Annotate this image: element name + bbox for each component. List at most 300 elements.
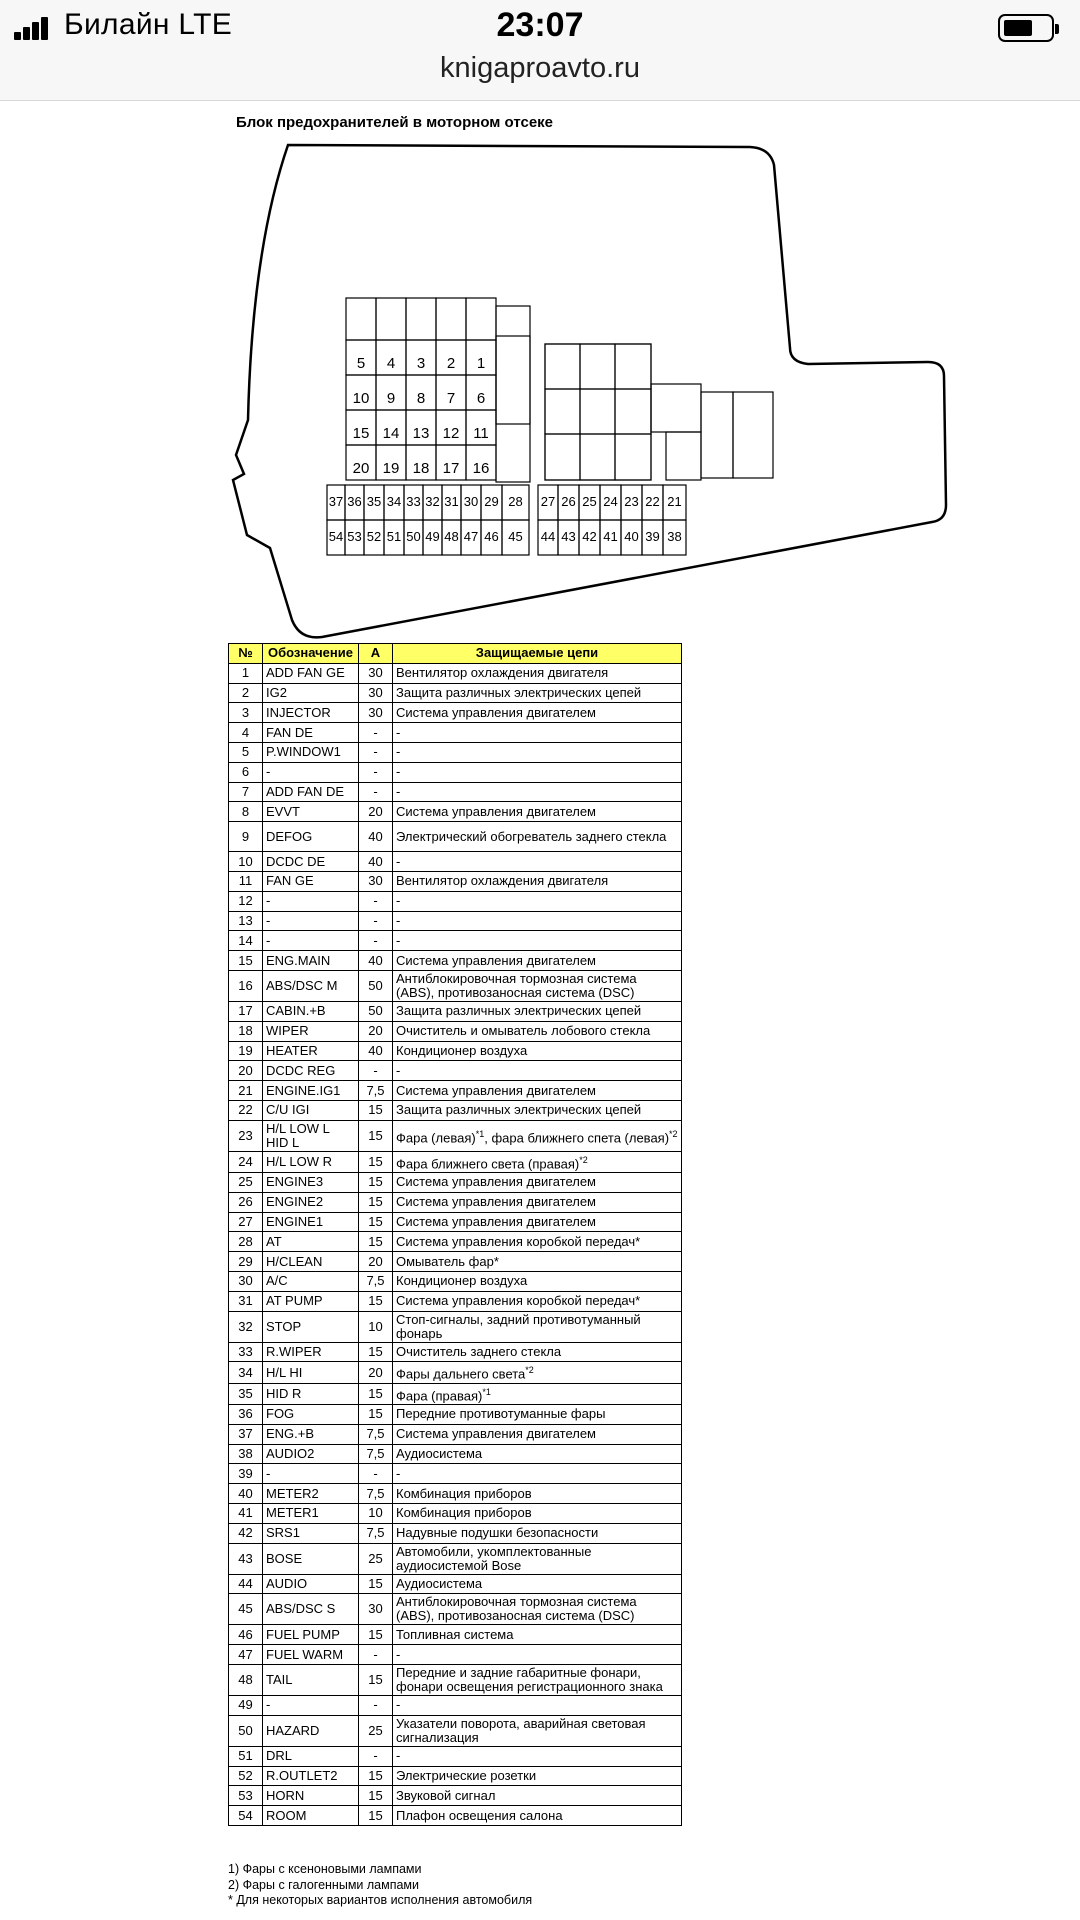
table-row xyxy=(229,1252,682,1272)
fuse-number-label: 20 xyxy=(352,460,370,477)
fuse-number-label: 28 xyxy=(508,494,523,509)
cell-number: 26 xyxy=(229,1192,263,1212)
cell-circuit: Стоп-сигналы, задний противотуманный фонарь xyxy=(393,1311,682,1342)
fuse-number-label: 47 xyxy=(463,529,479,544)
cell-designation: IG2 xyxy=(263,683,359,703)
fuse-number-label: 13 xyxy=(412,425,430,442)
table-row xyxy=(229,970,682,1001)
footnotes xyxy=(228,1862,532,1909)
fuse-number-label: 34 xyxy=(386,494,402,509)
cell-amperage: - xyxy=(359,1746,393,1766)
cell-designation: DEFOG xyxy=(263,822,359,852)
cell-circuit: - xyxy=(393,1464,682,1484)
cell-circuit: Система управления двигателем xyxy=(393,1173,682,1193)
fuse-box-outline xyxy=(233,145,946,637)
table-row xyxy=(229,871,682,891)
header-number: № xyxy=(229,644,263,664)
cell-amperage: 7,5 xyxy=(359,1081,393,1101)
fuse-number-label: 23 xyxy=(624,494,639,509)
cell-number: 21 xyxy=(229,1081,263,1101)
cell-designation: ADD FAN DE xyxy=(263,782,359,802)
relay-slot xyxy=(466,298,496,340)
cell-designation: - xyxy=(263,762,359,782)
relay-slot xyxy=(406,298,436,340)
cell-amperage: 15 xyxy=(359,1342,393,1362)
relay-slot xyxy=(436,298,466,340)
cell-designation: HEATER xyxy=(263,1041,359,1061)
cell-amperage: 15 xyxy=(359,1151,393,1172)
cell-amperage: 15 xyxy=(359,1625,393,1645)
fuse-number-label: 12 xyxy=(442,425,460,442)
cell-number: 1 xyxy=(229,663,263,683)
cell-amperage: 15 xyxy=(359,1291,393,1311)
fuse-number-label: 5 xyxy=(356,355,366,372)
table-row xyxy=(229,1232,682,1252)
cell-circuit: - xyxy=(393,852,682,872)
cell-circuit: Система управления двигателем xyxy=(393,703,682,723)
fuse-number-label: 32 xyxy=(425,494,440,509)
cell-amperage: 7,5 xyxy=(359,1523,393,1543)
cell-amperage: 15 xyxy=(359,1212,393,1232)
cell-amperage: 15 xyxy=(359,1232,393,1252)
cell-amperage: 40 xyxy=(359,951,393,971)
table-row xyxy=(229,891,682,911)
cell-circuit: Звуковой сигнал xyxy=(393,1786,682,1806)
cell-circuit: - xyxy=(393,1061,682,1081)
cell-number: 52 xyxy=(229,1766,263,1786)
cell-designation: H/L LOW L HID L xyxy=(263,1120,359,1151)
cell-circuit: Защита различных электрических цепей xyxy=(393,683,682,703)
cell-amperage: 15 xyxy=(359,1806,393,1826)
cell-circuit: Топливная система xyxy=(393,1625,682,1645)
cell-circuit: Комбинация приборов xyxy=(393,1484,682,1504)
cell-number: 39 xyxy=(229,1464,263,1484)
cell-amperage: 30 xyxy=(359,871,393,891)
cell-number: 40 xyxy=(229,1484,263,1504)
fuse-number-label: 35 xyxy=(366,494,382,509)
table-row xyxy=(229,1001,682,1021)
fuse-number-label: 53 xyxy=(347,529,362,544)
table-row xyxy=(229,1100,682,1120)
fuse-number-label: 10 xyxy=(352,390,370,407)
fuse-number-label: 52 xyxy=(366,529,382,544)
cell-number: 36 xyxy=(229,1405,263,1425)
relay-slot xyxy=(545,389,580,434)
relay-slot xyxy=(666,432,701,480)
fuse-number-label: 4 xyxy=(386,355,396,372)
table-row xyxy=(229,822,682,852)
cell-designation: DRL xyxy=(263,1746,359,1766)
table-row xyxy=(229,703,682,723)
cell-amperage: 20 xyxy=(359,802,393,822)
fuse-number-label: 21 xyxy=(667,494,682,509)
cell-designation: HID R xyxy=(263,1383,359,1404)
cell-circuit: Антиблокировочная тормозная система (ABS), противозаносная система (DSC) xyxy=(393,1594,682,1625)
footnote: * Для некоторых вариантов исполнения автомобиля xyxy=(228,1893,533,1907)
cell-circuit: Кондиционер воздуха xyxy=(393,1041,682,1061)
cell-amperage: 7,5 xyxy=(359,1272,393,1292)
fuse-number-label: 44 xyxy=(540,529,556,544)
cell-number: 41 xyxy=(229,1504,263,1524)
cell-designation: R.WIPER xyxy=(263,1342,359,1362)
fuse-number-label: 45 xyxy=(508,529,523,544)
cell-designation: H/CLEAN xyxy=(263,1252,359,1272)
table-row xyxy=(229,931,682,951)
cell-circuit: Надувные подушки безопасности xyxy=(393,1523,682,1543)
fuse-number-label: 16 xyxy=(472,460,490,477)
fuse-number-label: 48 xyxy=(444,529,459,544)
cell-amperage: 15 xyxy=(359,1665,393,1696)
cell-number: 27 xyxy=(229,1212,263,1232)
cell-circuit: - xyxy=(393,1746,682,1766)
cell-designation: FOG xyxy=(263,1405,359,1425)
cell-designation: SRS1 xyxy=(263,1523,359,1543)
fuse-number-label: 38 xyxy=(667,529,682,544)
fuse-number-label: 29 xyxy=(484,494,499,509)
cell-circuit: - xyxy=(393,931,682,951)
cell-designation: TAIL xyxy=(263,1665,359,1696)
cell-amperage: - xyxy=(359,1696,393,1716)
cell-amperage: - xyxy=(359,762,393,782)
cell-designation: A/C xyxy=(263,1272,359,1292)
cell-number: 2 xyxy=(229,683,263,703)
cell-number: 19 xyxy=(229,1041,263,1061)
cell-amperage: - xyxy=(359,891,393,911)
cell-number: 11 xyxy=(229,871,263,891)
cell-amperage: 15 xyxy=(359,1405,393,1425)
cell-amperage: - xyxy=(359,931,393,951)
cell-designation: R.OUTLET2 xyxy=(263,1766,359,1786)
cell-designation: FAN DE xyxy=(263,723,359,743)
table-row xyxy=(229,1061,682,1081)
table-row xyxy=(229,1151,682,1172)
fuse-number-label: 46 xyxy=(484,529,499,544)
fuse-number-label: 6 xyxy=(476,390,486,407)
relay-slot xyxy=(615,344,651,389)
cell-number: 4 xyxy=(229,723,263,743)
cell-circuit: Система управления коробкой передач* xyxy=(393,1291,682,1311)
cell-designation: - xyxy=(263,911,359,931)
cell-circuit: Вентилятор охлаждения двигателя xyxy=(393,663,682,683)
cell-number: 34 xyxy=(229,1362,263,1383)
cell-amperage: 20 xyxy=(359,1362,393,1383)
table-row xyxy=(229,1444,682,1464)
cell-number: 54 xyxy=(229,1806,263,1826)
fuse-number-label: 40 xyxy=(624,529,639,544)
fuse-number-label: 7 xyxy=(446,390,456,407)
cell-circuit: Система управления двигателем xyxy=(393,1192,682,1212)
fuse-number-label: 31 xyxy=(444,494,459,509)
cell-circuit: Аудиосистема xyxy=(393,1574,682,1594)
fuse-number-label: 30 xyxy=(463,494,479,509)
table-row xyxy=(229,742,682,762)
cell-number: 37 xyxy=(229,1424,263,1444)
cell-circuit: Очиститель и омыватель лобового стекла xyxy=(393,1021,682,1041)
cell-number: 17 xyxy=(229,1001,263,1021)
cell-amperage: - xyxy=(359,723,393,743)
cell-amperage: 40 xyxy=(359,822,393,852)
cell-designation: ENG.MAIN xyxy=(263,951,359,971)
table-row xyxy=(229,1665,682,1696)
fuse-number-label: 8 xyxy=(416,390,426,407)
cell-amperage: 25 xyxy=(359,1715,393,1746)
relay-block xyxy=(545,344,651,480)
cell-number: 8 xyxy=(229,802,263,822)
table-row xyxy=(229,1696,682,1716)
cell-number: 7 xyxy=(229,782,263,802)
cell-number: 44 xyxy=(229,1574,263,1594)
cell-circuit: - xyxy=(393,1645,682,1665)
cell-designation: INJECTOR xyxy=(263,703,359,723)
cell-number: 18 xyxy=(229,1021,263,1041)
cell-amperage: 15 xyxy=(359,1120,393,1151)
cell-number: 10 xyxy=(229,852,263,872)
cell-amperage: 15 xyxy=(359,1100,393,1120)
fuse-number-label: 36 xyxy=(347,494,362,509)
cell-designation: ABS/DSC S xyxy=(263,1594,359,1625)
cell-amperage: 40 xyxy=(359,1041,393,1061)
cell-designation: ENGINE.IG1 xyxy=(263,1081,359,1101)
relay-slot xyxy=(346,298,376,340)
cell-number: 24 xyxy=(229,1151,263,1172)
cell-circuit: Антиблокировочная тормозная система (ABS), противозаносная система (DSC) xyxy=(393,970,682,1001)
table-row xyxy=(229,1041,682,1061)
fuse-number-label: 17 xyxy=(442,460,460,477)
header-circuits: Защищаемые цепи xyxy=(393,644,682,664)
cell-circuit: Фара ближнего света (правая)$^{*2}$ xyxy=(393,1151,682,1172)
cell-number: 45 xyxy=(229,1594,263,1625)
cell-number: 3 xyxy=(229,703,263,723)
header-amperage: А xyxy=(359,644,393,664)
cell-circuit: Фара (левая)$^{*1}$, фара ближнего спета (левая)$^{*2}$ xyxy=(393,1120,682,1151)
cell-designation: FAN GE xyxy=(263,871,359,891)
cell-number: 43 xyxy=(229,1543,263,1574)
table-row xyxy=(229,1192,682,1212)
cell-number: 48 xyxy=(229,1665,263,1696)
cell-number: 13 xyxy=(229,911,263,931)
relay-slot xyxy=(580,434,615,480)
fuse-number-label: 25 xyxy=(582,494,597,509)
cell-circuit: Защита различных электрических цепей xyxy=(393,1001,682,1021)
relay-slot xyxy=(615,434,651,480)
table-row xyxy=(229,683,682,703)
cell-amperage: 15 xyxy=(359,1766,393,1786)
cell-number: 25 xyxy=(229,1173,263,1193)
fuse-number-label: 15 xyxy=(352,425,370,442)
table-row xyxy=(229,1212,682,1232)
cell-circuit: Система управления коробкой передач* xyxy=(393,1232,682,1252)
fuse-number-label: 39 xyxy=(645,529,660,544)
fuse-number-label: 42 xyxy=(582,529,597,544)
fuse-box-diagram xyxy=(0,0,1080,660)
cell-number: 53 xyxy=(229,1786,263,1806)
fuse-number-label: 11 xyxy=(473,425,489,442)
cell-amperage: 10 xyxy=(359,1504,393,1524)
cell-designation: BOSE xyxy=(263,1543,359,1574)
table-row xyxy=(229,1625,682,1645)
cell-number: 12 xyxy=(229,891,263,911)
cell-amperage: 15 xyxy=(359,1192,393,1212)
cell-circuit: - xyxy=(393,891,682,911)
cell-number: 47 xyxy=(229,1645,263,1665)
relay-slot xyxy=(733,392,773,478)
address-bar-url[interactable]: knigaproavto.ru xyxy=(440,52,640,84)
cell-circuit: Очиститель заднего стекла xyxy=(393,1342,682,1362)
cell-circuit: Фары дальнего света$^{*2}$ xyxy=(393,1362,682,1383)
table-row xyxy=(229,1021,682,1041)
cell-number: 38 xyxy=(229,1444,263,1464)
cell-amperage: 15 xyxy=(359,1383,393,1404)
cell-number: 9 xyxy=(229,822,263,852)
table-row xyxy=(229,802,682,822)
cell-number: 15 xyxy=(229,951,263,971)
table-row xyxy=(229,1173,682,1193)
cell-designation: DCDC REG xyxy=(263,1061,359,1081)
cell-amperage: - xyxy=(359,911,393,931)
fuse-number-label: 19 xyxy=(382,460,400,477)
cell-designation: H/L HI xyxy=(263,1362,359,1383)
cell-designation: AT PUMP xyxy=(263,1291,359,1311)
fuse-number-label: 41 xyxy=(603,529,618,544)
cell-circuit: Система управления двигателем xyxy=(393,802,682,822)
fuse-number-label: 51 xyxy=(386,529,402,544)
cell-circuit: Электрический обогреватель заднего стекла xyxy=(393,822,682,852)
cell-amperage: 7,5 xyxy=(359,1444,393,1464)
table-row xyxy=(229,723,682,743)
cell-designation: - xyxy=(263,1696,359,1716)
cell-amperage: 20 xyxy=(359,1021,393,1041)
cell-circuit: Система управления двигателем xyxy=(393,951,682,971)
cell-number: 14 xyxy=(229,931,263,951)
table-row xyxy=(229,1424,682,1444)
fuse-table xyxy=(228,643,682,1826)
cell-circuit: - xyxy=(393,742,682,762)
cell-circuit: Указатели поворота, аварийная световая сигнализация xyxy=(393,1715,682,1746)
cell-designation: WIPER xyxy=(263,1021,359,1041)
cell-amperage: - xyxy=(359,1061,393,1081)
cell-designation: ENGINE1 xyxy=(263,1212,359,1232)
cell-number: 35 xyxy=(229,1383,263,1404)
fuse-number-label: 33 xyxy=(406,494,421,509)
cell-amperage: - xyxy=(359,1464,393,1484)
table-row xyxy=(229,1291,682,1311)
cell-number: 42 xyxy=(229,1523,263,1543)
header-designation: Обозначение xyxy=(263,644,359,664)
cell-designation: STOP xyxy=(263,1311,359,1342)
cell-circuit: Защита различных электрических цепей xyxy=(393,1100,682,1120)
cell-circuit: Кондиционер воздуха xyxy=(393,1272,682,1292)
fuse-number-label: 27 xyxy=(540,494,556,509)
cell-number: 5 xyxy=(229,742,263,762)
table-row xyxy=(229,1715,682,1746)
fuse-number-label: 24 xyxy=(603,494,618,509)
cell-designation: ENG.+B xyxy=(263,1424,359,1444)
cell-amperage: 30 xyxy=(359,663,393,683)
cell-number: 23 xyxy=(229,1120,263,1151)
table-row xyxy=(229,1120,682,1151)
table-row xyxy=(229,1405,682,1425)
cell-number: 33 xyxy=(229,1342,263,1362)
cell-amperage: 25 xyxy=(359,1543,393,1574)
fuse-number-label: 18 xyxy=(412,460,430,477)
cell-designation: AT xyxy=(263,1232,359,1252)
cell-designation: AUDIO2 xyxy=(263,1444,359,1464)
cell-number: 50 xyxy=(229,1715,263,1746)
cell-designation: EVVT xyxy=(263,802,359,822)
cell-circuit: Система управления двигателем xyxy=(393,1081,682,1101)
cell-amperage: 20 xyxy=(359,1252,393,1272)
relay-slot xyxy=(580,389,615,434)
cell-circuit: - xyxy=(393,762,682,782)
fuse-number-label: 37 xyxy=(328,494,344,509)
cell-circuit: Электрические розетки xyxy=(393,1766,682,1786)
cell-amperage: 40 xyxy=(359,852,393,872)
cell-designation: ABS/DSC M xyxy=(263,970,359,1001)
table-row xyxy=(229,1464,682,1484)
cell-circuit: Система управления двигателем xyxy=(393,1424,682,1444)
cell-designation: ROOM xyxy=(263,1806,359,1826)
table-row xyxy=(229,1645,682,1665)
cell-number: 31 xyxy=(229,1291,263,1311)
cell-designation: AUDIO xyxy=(263,1574,359,1594)
cell-amperage: - xyxy=(359,1645,393,1665)
cell-designation: HORN xyxy=(263,1786,359,1806)
cell-circuit: - xyxy=(393,782,682,802)
relay-slot xyxy=(496,336,530,424)
relay-slot xyxy=(580,344,615,389)
cell-number: 6 xyxy=(229,762,263,782)
cell-designation: H/L LOW R xyxy=(263,1151,359,1172)
cell-amperage: 7,5 xyxy=(359,1424,393,1444)
fuse-number-label: 54 xyxy=(328,529,344,544)
relay-slot xyxy=(496,306,530,482)
cell-amperage: 50 xyxy=(359,970,393,1001)
table-row xyxy=(229,911,682,931)
cell-amperage: 15 xyxy=(359,1173,393,1193)
cell-number: 28 xyxy=(229,1232,263,1252)
fuse-number-label: 9 xyxy=(386,390,396,407)
fuse-number-label: 26 xyxy=(561,494,576,509)
cell-designation: HAZARD xyxy=(263,1715,359,1746)
cell-amperage: - xyxy=(359,782,393,802)
cell-designation: - xyxy=(263,891,359,911)
cell-amperage: 7,5 xyxy=(359,1484,393,1504)
cell-circuit: Передние противотуманные фары xyxy=(393,1405,682,1425)
cell-amperage: 50 xyxy=(359,1001,393,1021)
fuse-number-label: 3 xyxy=(416,355,426,372)
footnote: 2) Фары с галогенными лампами xyxy=(228,1877,420,1892)
cell-circuit: Фара (правая)$^{*1}$ xyxy=(393,1383,682,1404)
relay-slot xyxy=(545,344,580,389)
cell-number: 29 xyxy=(229,1252,263,1272)
cell-designation: ENGINE3 xyxy=(263,1173,359,1193)
table-row xyxy=(229,1504,682,1524)
table-row xyxy=(229,1081,682,1101)
table-row xyxy=(229,1786,682,1806)
cell-number: 30 xyxy=(229,1272,263,1292)
cell-circuit: Плафон освещения салона xyxy=(393,1806,682,1826)
table-row xyxy=(229,852,682,872)
cell-circuit: - xyxy=(393,723,682,743)
cell-circuit: Автомобили, укомплектованные аудиосистемой Bose xyxy=(393,1543,682,1574)
table-row xyxy=(229,1362,682,1383)
table-row xyxy=(229,1272,682,1292)
relay-slot xyxy=(545,434,580,480)
cell-amperage: 30 xyxy=(359,1594,393,1625)
fuse-number-label: 50 xyxy=(406,529,421,544)
cell-amperage: 15 xyxy=(359,1786,393,1806)
cell-circuit: Вентилятор охлаждения двигателя xyxy=(393,871,682,891)
